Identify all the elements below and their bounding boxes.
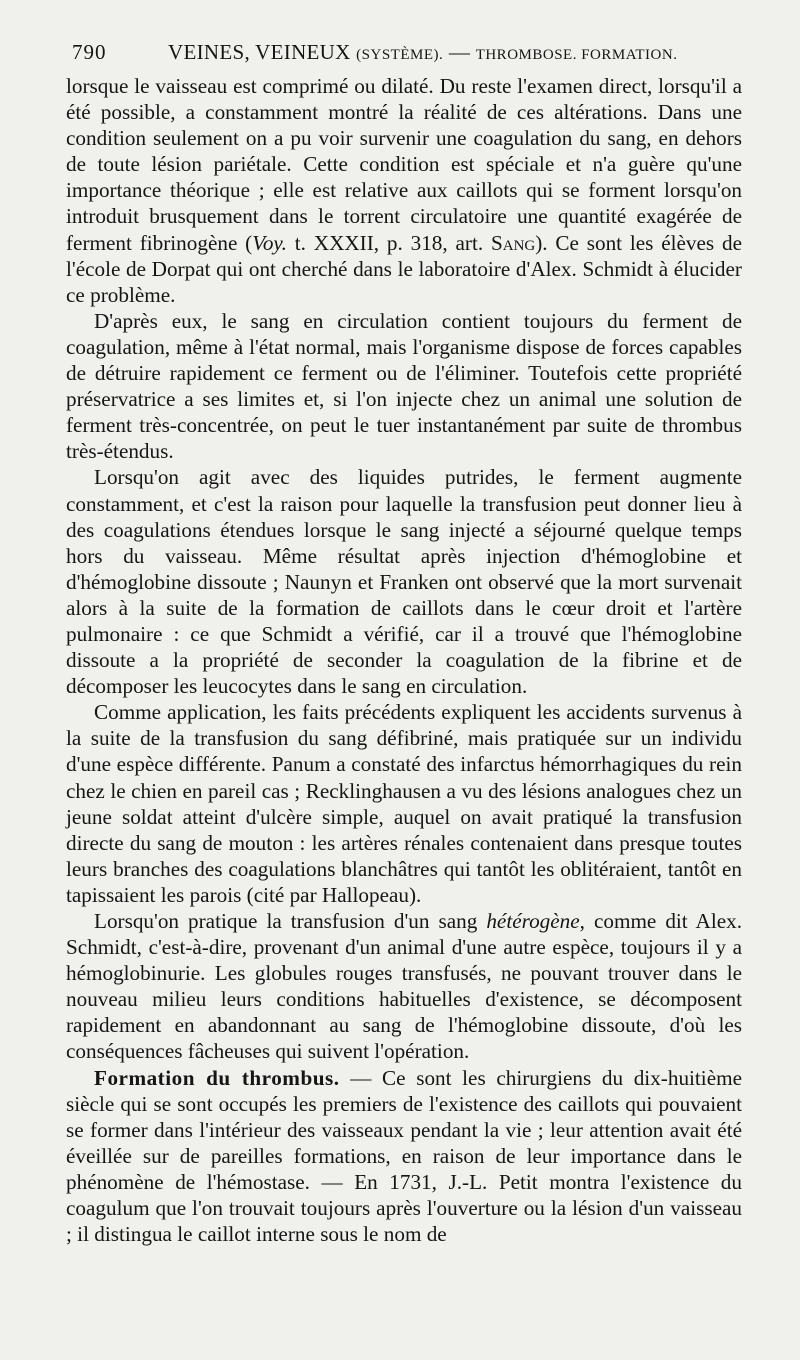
paragraph (66, 73, 742, 308)
text-run: Lorsqu'on pratique la transfusion d'un sang (94, 909, 487, 933)
page-number: 790 (72, 40, 107, 64)
running-title-system: (SYSTÈME). (356, 47, 444, 63)
text-ital: hétérogène (486, 909, 580, 933)
running-title (168, 40, 677, 65)
running-title-main: VEINES, VEINEUX (168, 40, 351, 64)
running-title-dash: — (448, 40, 471, 64)
paragraph (66, 464, 742, 699)
text-run: t. XXXII, p. 318, art. (286, 230, 491, 255)
text-run: D'après eux, le sang en circulation contient toujours du ferment de coagulation, même à l'état normal, mais l'organisme dispose de forces capables de détruire rapidement ce ferment ou de l'éliminer. Toutefois cette propriété préservatrice a ses limites et, si l'on injecte chez un animal une solution de ferment très-concentrée, on peut le tuer instantanément par suite de thrombus très-étendus. (66, 308, 742, 464)
paragraph (66, 1065, 742, 1248)
running-header (72, 40, 742, 70)
text-run: Comme application, les faits précédents expliquent les accidents survenus à la suite de la transfusion du sang défibriné, mais pratiquée sur un individu d'une espèce différente. Panum a constaté des infarctus hémorrhagiques du rein chez le chien en pareil cas ; Recklinghausen a vu des lésions analogues chez un jeune soldat atteint d'ulcère simple, auquel on avait pratiqué la transfusion directe du sang de mouton : les artères rénales contenaient dans presque toutes leurs branches des coagulations blanchâtres qui tantôt les oblitéraient, tantôt en tapissaient les parois (cité par Hallopeau). (66, 700, 742, 907)
text-bold-heading: Formation du thrombus. (94, 1065, 340, 1090)
paragraph (66, 908, 742, 1065)
running-title-section: THROMBOSE. FORMATION. (475, 47, 678, 63)
text-run: , comme dit Alex. Schmidt, c'est-à-dire, provenant d'un animal d'une autre espèce, toujours il y a hémoglobinurie. Les globules rouges transfusés, ne pouvant trouver dans le nouveau milieu leurs conditions habituelles d'existence, se décomposent rapidement en abandonnant au sang de l'hémoglobine dissoute, d'où les conséquences fâcheuses qui suivent l'opération. (66, 909, 743, 1064)
text-run: ). Ce sont les élèves de l'école de Dorpat qui ont cherché dans le laboratoire d'Alex. Schmidt à élucider ce problème. (66, 230, 742, 307)
body-text (66, 73, 742, 1247)
paragraph (66, 308, 742, 465)
text-run: Lorsqu'on agit avec des liquides putrides, le ferment augmente constamment, et c'est la raison pour laquelle la transfusion peut donner lieu à des coagulations étendues lorsque le sang injecté a séjourné quelque temps hors du vaisseau. Même résultat après injection d'hémoglobine et d'hémoglobine dissoute ; Naunyn et Franken ont observé que la mort survenait alors à la suite de la formation de caillots dans le cœur droit et l'artère pulmonaire : ce que Schmidt a vérifié, car il a trouvé que l'hémoglobine dissoute a la propriété de seconder la coagulation de la fibrine et de décomposer les leucocytes dans le sang en circulation. (66, 465, 742, 699)
text-run: — Ce sont les chirurgiens du dix-huitième siècle qui se sont occupés les premiers de l'existence des caillots qui pouvaient se former dans l'intérieur des vaisseaux pendant la vie ; leur attention avait été éveillée sur de pareilles formations, en raison de leur importance dans le phénomène de l'hémostase. — En 1731, J.-L. Petit montra l'existence du coagulum que l'on trouvait toujours après l'ouverture ou la lésion d'un vaisseau ; il distingua le caillot interne sous le nom de (66, 1065, 742, 1247)
paragraph (66, 699, 742, 908)
text-run: lorsque le vaisseau est comprimé ou dilaté. Du reste l'examen direct, lorsqu'il a été possible, a constamment montré la réalité de ces altérations. Dans une condition seulement on a pu voir survenir une coagulation du sang, en dehors de toute lésion pariétale. Cette condition est spéciale et n'a guère qu'une importance théorique ; elle est relative aux caillots qui se forment lorsqu'on introduit brusquement dans le torrent circulatoire une quantité exagérée de ferment fibrinogène ( (66, 74, 742, 255)
text-ital: Voy. (252, 230, 287, 255)
text-sc: Sang (490, 230, 536, 255)
